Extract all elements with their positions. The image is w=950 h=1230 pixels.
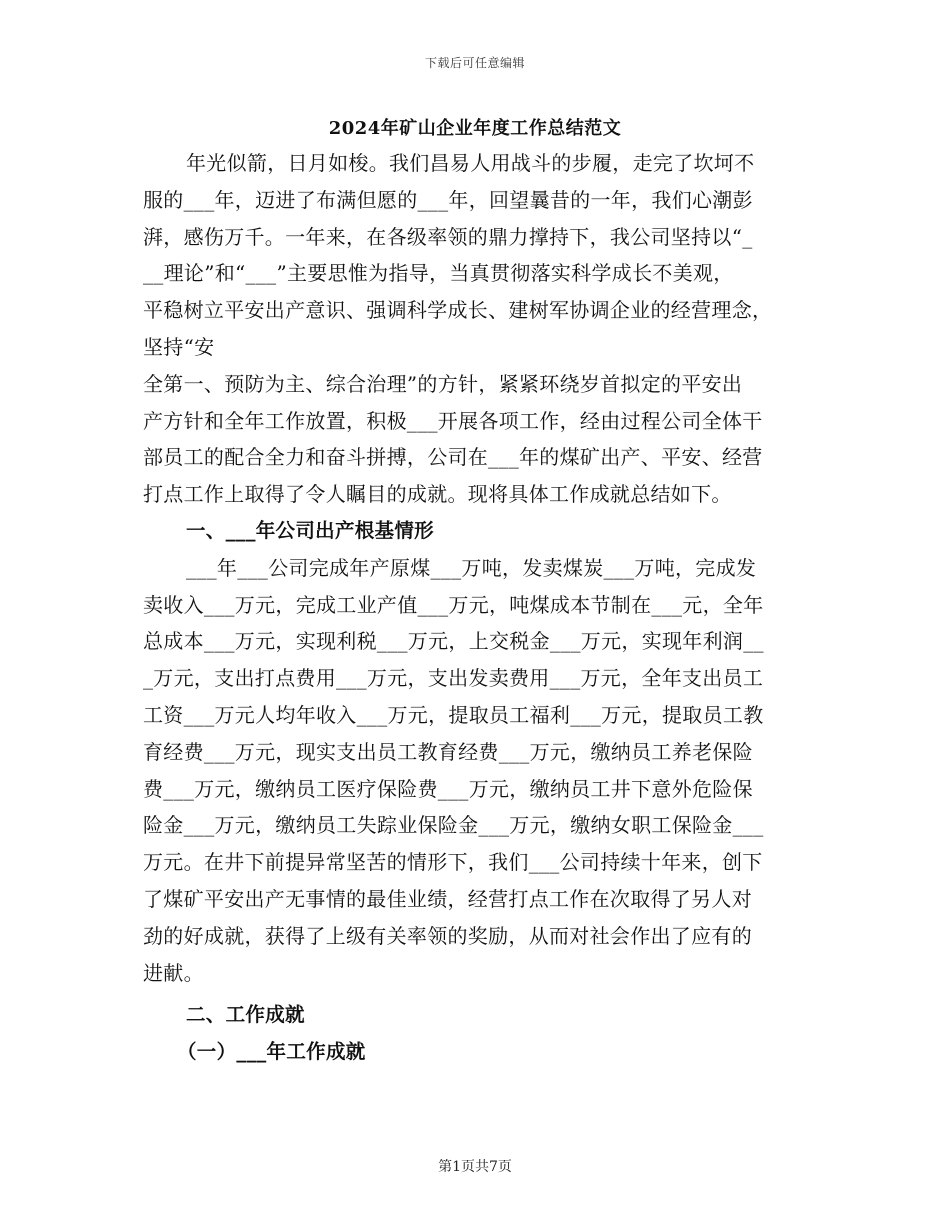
section-heading-1: 一、___年公司出产根基情形 bbox=[186, 518, 434, 542]
section1-line: 劲的好成就，获得了上级有关率领的奖励，从而对社会作出了应有的 bbox=[143, 923, 752, 948]
section1-line: 总成本___万元，实现利税___万元，上交税金___万元，实现年利润__ bbox=[143, 629, 764, 654]
sub-section-heading: （一）___年工作成就 bbox=[177, 1040, 366, 1064]
intro-line: 部员工的配合全力和奋斗拼搏，公司在___年的煤矿出产、平安、经营 bbox=[143, 445, 763, 470]
intro-line: 产方针和全年工作放置，积极___开展各项工作，经由过程公司全体干 bbox=[143, 408, 763, 433]
section1-line: 进献。 bbox=[143, 960, 204, 985]
section1-line: 育经费___万元，现实支出员工教育经费___万元，缴纳员工养老保险 bbox=[143, 739, 753, 764]
document-title: 2024年矿山企业年度工作总结范文 bbox=[328, 118, 622, 139]
page-header-note: 下载后可任意编辑 bbox=[424, 56, 525, 70]
section1-line: 万元。在井下前提异常坚苦的情形下，我们___公司持续十年来，创下 bbox=[143, 850, 763, 875]
intro-line: __理论”和“___”主要思惟为指导，当真贯彻落实科学成长不美观， bbox=[143, 261, 734, 286]
intro-line: 服的___年，迈进了布满但愿的___年，回望曩昔的一年，我们心潮彭 bbox=[143, 187, 753, 212]
intro-line: 坚持“安 bbox=[143, 334, 215, 359]
section-heading-2: 二、工作成就 bbox=[186, 1003, 305, 1027]
page-number-footer: 第1页共7页 bbox=[438, 1159, 512, 1175]
section1-line: 工资___万元人均年收入___万元，提取员工福利___万元，提取员工教 bbox=[143, 702, 764, 727]
intro-line: 年光似箭，日月如梭。我们昌易人用战斗的步履，走完了坎坷不 bbox=[186, 151, 755, 175]
section1-line: _万元，支出打点费用___万元，支出发卖费用___万元，全年支出员工 bbox=[143, 666, 764, 691]
section1-line: ___年___公司完成年产原煤___万吨，发卖煤炭___万吨，完成发 bbox=[186, 555, 757, 580]
intro-line: 湃，感伤万千。一年来，在各级率领的鼎力撑持下，我公司坚持以“_ bbox=[143, 224, 753, 249]
section1-line: 费___万元，缴纳员工医疗保险费___万元，缴纳员工井下意外危险保 bbox=[143, 776, 753, 801]
intro-line: 全第一、预防为主、综合治理”的方针，紧紧环绕岁首拟定的平安出 bbox=[143, 371, 743, 396]
section1-line: 了煤矿平安出产无事情的最佳业绩，经营打点工作在次取得了另人对 bbox=[143, 886, 752, 911]
intro-line: 打点工作上取得了令人瞩目的成就。现将具体工作成就总结如下。 bbox=[143, 482, 732, 507]
intro-line: 平稳树立平安出产意识、强调科学成长、建树军协调企业的经营理念， bbox=[143, 298, 773, 323]
document-body bbox=[143, 145, 808, 1071]
section1-line: 险金___万元，缴纳员工失踪业保险金___万元，缴纳女职工保险金___ bbox=[143, 813, 764, 838]
section1-line: 卖收入___万元，完成工业产值___万元，吨煤成本节制在___元，全年 bbox=[143, 592, 764, 617]
